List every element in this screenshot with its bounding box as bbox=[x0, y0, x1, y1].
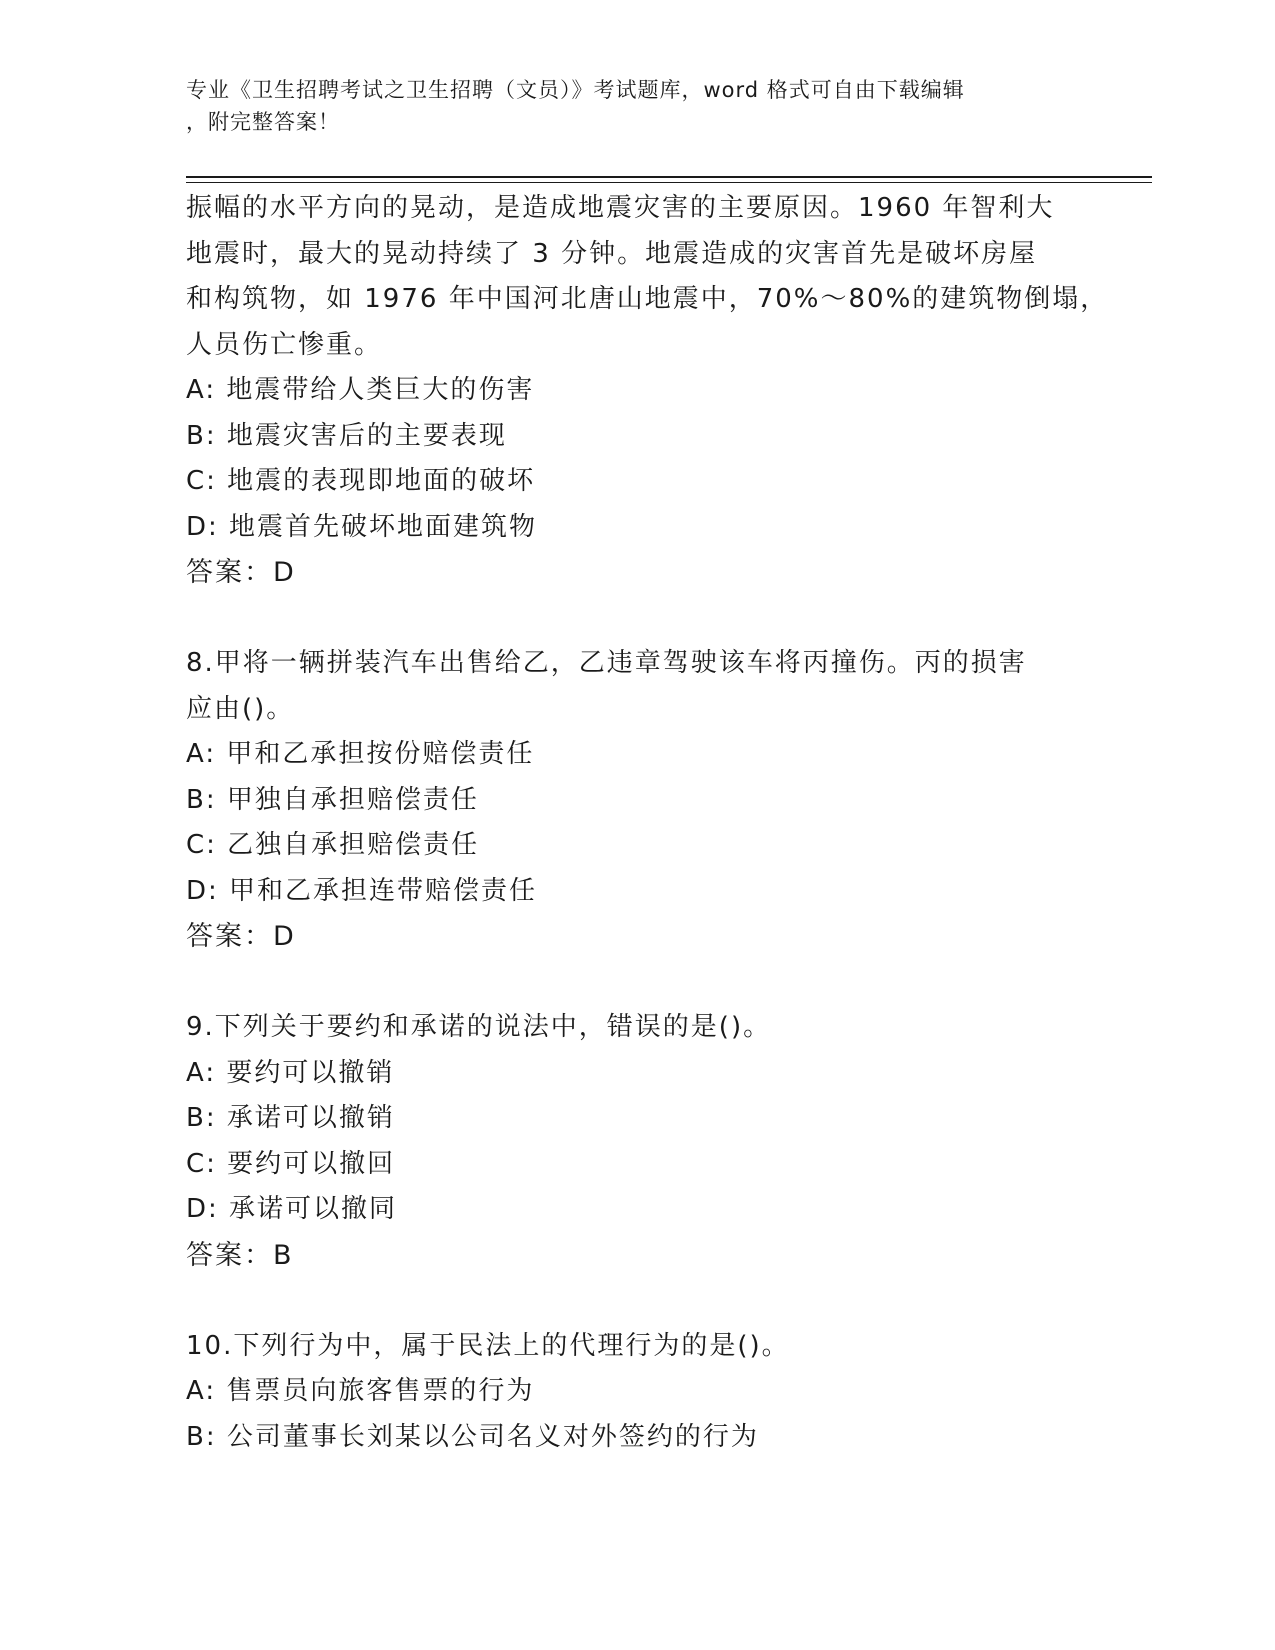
option-b: B: 承诺可以撤销 bbox=[186, 1103, 395, 1133]
spacer bbox=[186, 596, 1086, 642]
option-c: C: 地震的表现即地面的破坏 bbox=[186, 466, 536, 496]
document-header bbox=[186, 74, 1066, 138]
spacer bbox=[186, 960, 1086, 1006]
header-divider-thick bbox=[186, 176, 1152, 178]
question-stem-line: 10.下列行为中，属于民法上的代理行为的是()。 bbox=[186, 1330, 790, 1361]
spacer bbox=[186, 1278, 1086, 1324]
option-d: D: 甲和乙承担连带赔偿责任 bbox=[186, 875, 538, 906]
question-stem-line: 8.甲将一辆拼装汽车出售给乙，乙违章驾驶该车将丙撞伤。丙的损害 bbox=[186, 648, 1027, 678]
question-7-continuation bbox=[186, 186, 1109, 596]
answer-label: 答案：D bbox=[186, 557, 296, 588]
question-stem-line: 应由()。 bbox=[186, 693, 295, 724]
option-c: C: 要约可以撤回 bbox=[186, 1148, 396, 1179]
option-d: D: 地震首先破坏地面建筑物 bbox=[186, 511, 538, 542]
option-b: B: 公司董事长刘某以公司名义对外签约的行为 bbox=[186, 1421, 759, 1452]
option-b: B: 甲独自承担赔偿责任 bbox=[186, 784, 479, 815]
passage-line: 地震时，最大的晃动持续了 3 分钟。地震造成的灾害首先是破坏房屋 bbox=[186, 238, 1038, 269]
option-c: C: 乙独自承担赔偿责任 bbox=[186, 830, 480, 860]
header-line-2: ，附完整答案！ bbox=[186, 110, 340, 134]
question-9 bbox=[186, 1005, 1086, 1278]
header-line-1: 专业《卫生招聘考试之卫生招聘（文员）》考试题库，word 格式可自由下载编辑 bbox=[186, 78, 965, 102]
option-b: B: 地震灾害后的主要表现 bbox=[186, 420, 507, 451]
passage-line: 振幅的水平方向的晃动，是造成地震灾害的主要原因。1960 年智利大 bbox=[186, 193, 1055, 223]
option-a: A: 售票员向旅客售票的行为 bbox=[186, 1376, 535, 1406]
header-divider-thin bbox=[186, 182, 1152, 183]
option-a: A: 要约可以撤销 bbox=[186, 1057, 395, 1088]
question-8 bbox=[186, 641, 1086, 960]
option-a: A: 甲和乙承担按份赔偿责任 bbox=[186, 739, 535, 769]
option-d: D: 承诺可以撤同 bbox=[186, 1194, 398, 1224]
answer-label: 答案：D bbox=[186, 921, 296, 952]
answer-label: 答案：B bbox=[186, 1239, 294, 1271]
passage-line: 人员伤亡惨重。 bbox=[186, 329, 383, 360]
exam-content bbox=[186, 186, 1109, 1460]
option-a: A: 地震带给人类巨大的伤害 bbox=[186, 375, 535, 405]
question-10 bbox=[186, 1324, 1086, 1461]
passage-line: 和构筑物，如 1976 年中国河北唐山地震中，70%～80%的建筑物倒塌， bbox=[186, 284, 1109, 314]
question-stem-line: 9.下列关于要约和承诺的说法中，错误的是()。 bbox=[186, 1012, 772, 1042]
